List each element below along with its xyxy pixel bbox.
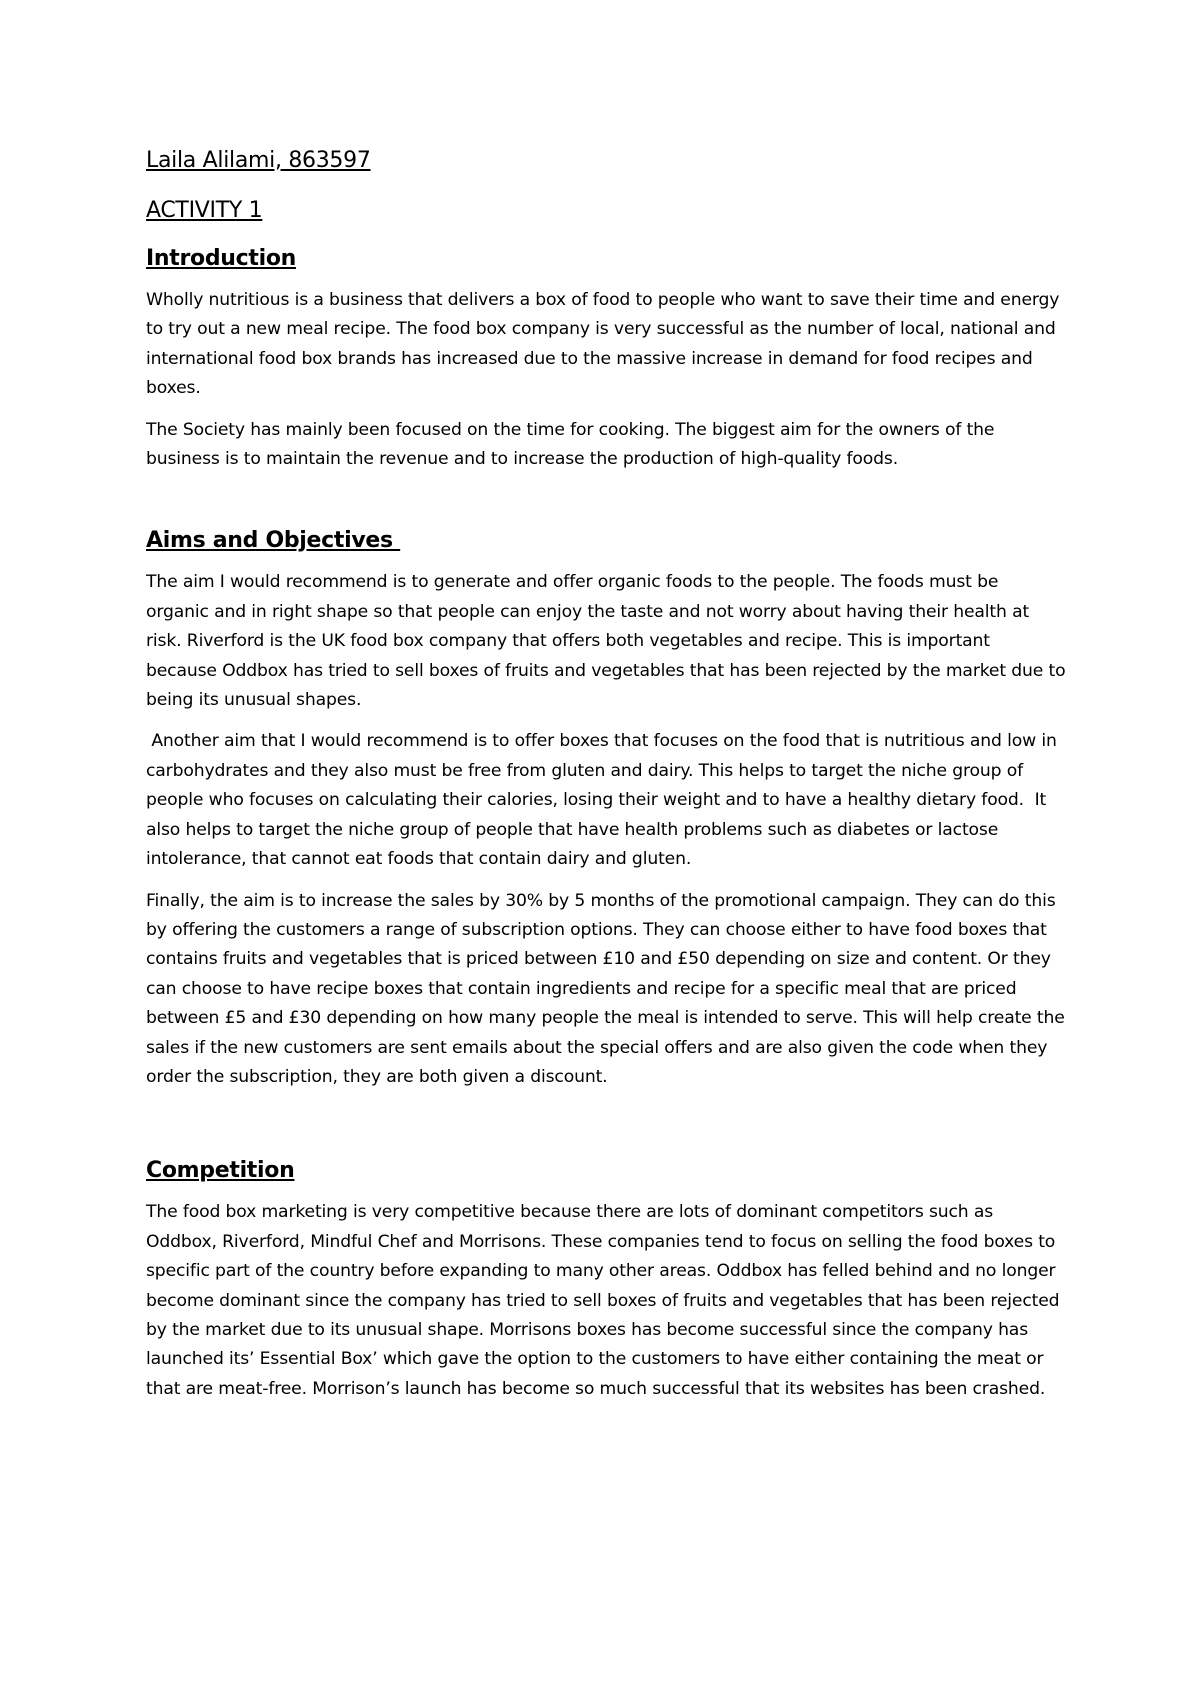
section-heading-introduction: Introduction (146, 246, 297, 271)
aims-paragraph-2: Another aim that I would recommend is to offer boxes that focuses on the food that is nutritious and low in carbohydrates and they also must be free from gluten and dairy. This helps to target the niche group of people who focuses on calculating their calories, losing their weight and to have a healthy dietary food. It also helps to target the niche group of people that have health problems such as diabetes or lactose intolerance, that cannot eat foods that contain dairy and gluten. (146, 731, 1063, 870)
aims-paragraph-3: Finally, the aim is to increase the sales by 30% by 5 months of the promotional campaign. They can do this by offering the customers a range of subscription options. They can choose either to have food boxes that contains fruits and vegetables that is priced between £10 and £50 depending on size and content. Or they can choose to have recipe boxes that contain ingredients and recipe for a specific meal that are priced between £5 and £30 depending on how many people the meal is intended to serve. This will help create the sales if the new customers are sent emails about the special offers and are also given the code when they order the subscription, they are both given a discount. (146, 890, 1065, 1087)
introduction-paragraph-2: The Society has mainly been focused on the time for cooking. The biggest aim for the owners of the business is to maintain the revenue and to increase the production of high-quality foods. (146, 419, 995, 470)
competition-paragraph-1: The food box marketing is very competitive because there are lots of dominant competitors such as Oddbox, Riverford, Mindful Chef and Morrisons. These companies tend to focus on selling the food boxes to specific part of the country before expanding to many other areas. Oddbox has felled behind and no longer become dominant since the company has tried to sell boxes of fruits and vegetables that has been rejected by the market due to its unusual shape. Morrisons boxes has become successful since the company has launched its’ Essential Box’ which gave the option to the customers to have either containing the meat or that are meat-free. Morrison’s launch has become so much successful that its websites has been crashed. (146, 1202, 1060, 1399)
section-heading-aims: Aims and Objectives (146, 528, 401, 554)
aims-paragraph-1: The aim I would recommend is to generate and offer organic foods to the people. The foods must be organic and in right shape so that people can enjoy the taste and not worry about having their health at risk. Riverford is the UK food box company that offers both vegetables and recipe. This is important because Oddbox has tried to sell boxes of fruits and vegetables that has been rejected by the market due to being its unusual shapes. (146, 572, 1066, 711)
section-heading-competition: Competition (146, 1158, 295, 1184)
introduction-paragraph-1: Wholly nutritious is a business that delivers a box of food to people who want to save their time and energy to try out a new meal recipe. The food box company is very successful as the number of local, national and international food box brands has increased due to the massive increase in demand for food recipes and boxes. (146, 290, 1060, 399)
author-line: Laila Alilami, 863597 (146, 148, 371, 173)
document-page (146, 146, 1066, 1404)
activity-title: ACTIVITY 1 (146, 198, 263, 223)
